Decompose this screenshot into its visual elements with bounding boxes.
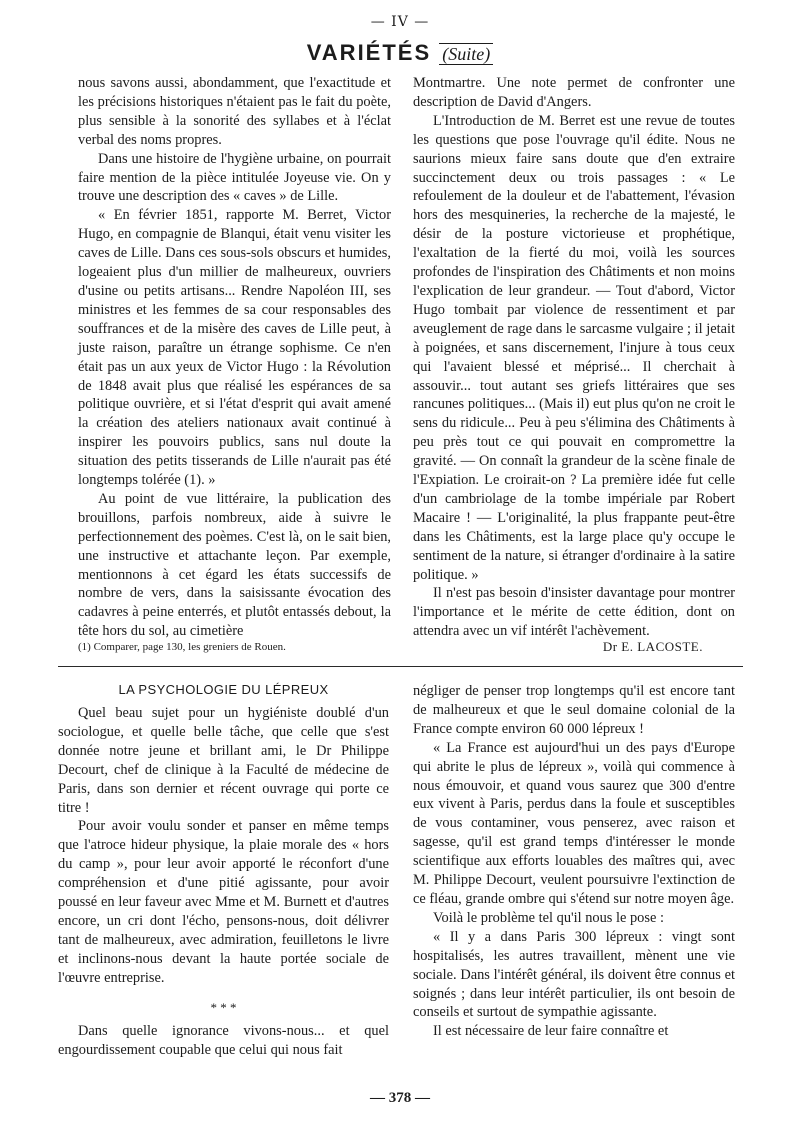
article1-column-left [78, 74, 391, 641]
section-title: VARIÉTÉS [306, 40, 432, 65]
article2-column-left [58, 704, 389, 1059]
footnote: (1) Comparer, page 130, les greniers de Rouen. [78, 641, 286, 653]
paragraph: « La France est aujourd'hui un des pays d'Europe qui abrite le plus de lépreux », voilà qui commence à nous émouvoir, et quand vous saurez que 300 d'entre eux vivent à Paris, perdus dans la foule et susceptibles de vous contaminer, vous penserez, avec raison et sagesse, qu'il est grand temps d'intéresser le monde scientifique aux efforts louables des maîtres qui, avec M. Philippe Decourt, veulent poursuivre l'extinction de ce fléau, grande ombre qui s'étend sur notre moyen âge. [413, 739, 735, 907]
asterism-separator: * * * [210, 999, 237, 1015]
page-number-roman: — IV — [370, 14, 430, 30]
paragraph: « Il y a dans Paris 300 lépreux : vingt sont hospitalisés, les autres travaillent, mènent une vie sociale. Dans l'intérêt général, ils doivent être connus et soignés ; dans leur intérêt particulier, ils ont besoin de conseils et surtout de sympathie agissante. [413, 928, 735, 1021]
paragraph: Dans une histoire de l'hygiène urbaine, on pourrait faire mention de la pièce intitulée Joyeuse vie. On y trouve une description des « caves » de Lille. [78, 150, 391, 205]
article1-column-right [413, 74, 735, 641]
article2-column-right [413, 682, 735, 1041]
paragraph: L'Introduction de M. Berret est une revue de toutes les questions que pose l'ouvrage qu'il édite. Nous ne saurions mieux faire sans doute que d'en extraire succinctement deux ou trois passages : « Le refoulement de la douleur et de l'abattement, l'évasion hors des mesquineries, la recherche de la majesté, le désir de la posture victorieuse et prophétique, l'exaltation de la fierté du moi, voilà les sources profondes de l'inspiration des Châtiments et non moins l'explication de leur grandeur. — Tout d'abord, Victor Hugo tombait par violence de ressentiment et par aveuglement de rage dans le sarcasme vulgaire ; il jetait à poignées, et sans discernement, l'injure à tous ceux qui l'avaient blessé et méprisé... Il cherchait à assouvir... tout autant ses griefs littéraires que ses rancunes politiques... (Mais il) eut plus qu'on ne croit le sens du ridicule... Peu à peu s'élimina des Châtiments à peu près tout ce qui pouvait en compromettre la gravité. — On connaît la grandeur de la scène finale de l'Expiation. Le croirait-on ? La première idée fut celle d'un cambriolage de la tombe impériale par Robert Macaire ! — L'originalité, la plus frappante peut-être dans les Châtiments, est la large place qu'y occupe le sentiment de la nature, si étranger d'ordinaire à la satire politique. » [413, 112, 735, 583]
author-signature: Dr E. LACOSTE. [602, 639, 703, 654]
paragraph: Au point de vue littéraire, la publication des brouillons, parfois nombreux, aide à suivre le perfectionnement des poèmes. C'est là, on le sait bien, une instructive et attachante leçon. Par exemple, mentionnons à cet égard les états successifs de nombre de vers, dans la saisissante évocation des cadavres à peine enterrés, et plutôt entassés debout, la tête hors du sol, au cimetière [78, 490, 391, 640]
paragraph: Dans quelle ignorance vivons-nous... et quel engourdissement coupable que celui qui nous fait [58, 1022, 389, 1058]
page-number: — 378 — [370, 1090, 430, 1106]
paragraph: nous savons aussi, abondamment, que l'exactitude et les précisions historiques n'étaient pas le fait du poète, plus sensible à la sonorité des syllabes et à l'éclat verbal des noms propres. [78, 75, 391, 148]
paragraph: Montmartre. Une note permet de confronter une description de David d'Angers. [413, 75, 735, 110]
section-suffix: (Suite) [439, 43, 493, 65]
paragraph: Il est nécessaire de leur faire connaître et [433, 1023, 669, 1040]
article-title: LA PSYCHOLOGIE DU LÉPREUX [118, 682, 329, 697]
paragraph: Il n'est pas besoin d'insister davantage pour montrer l'importance et le mérite de cette édition, dont on attendra avec un vif intérêt l'achèvement. [413, 585, 735, 640]
paragraph: Voilà le problème tel qu'il nous le pose : [433, 909, 664, 926]
paragraph: Pour avoir voulu sonder et panser en même temps que l'atroce hideur physique, la plaie morale des « hors du camp », pour leur avoir apporté le réconfort d'une compréhension et d'une pitié agissante, pour avoir poussé en leur faveur avec Mme et M. Burnett et d'autres encore, un cri dont l'écho, pensons-nous, doit délivrer tant de malheureux, avec admiration, feuilletons le livre et inclinons-nous devant la haute portée sociale de l'œuvre entreprise. [58, 818, 389, 986]
paragraph: négliger de penser trop longtemps qu'il est encore tant de malheureux et que le seul domaine colonial de la France compte environ 60 000 lépreux ! [413, 683, 735, 737]
section-divider [58, 666, 743, 667]
paragraph: « En février 1851, rapporte M. Berret, Victor Hugo, en compagnie de Blanqui, était venu visiter les caves de Lille. Dans ces sous-sols obscurs et humides, logeaient plus d'un millier de malheureux, ouvriers d'usine ou petits artisans... Rendre Napoléon III, ses ministres et les femmes de sa cour responsables des souffrances et de la misère des caves de Lille peut, à juste raison, paraître un étrange sophisme. Ce n'en était pas un aux yeux de Victor Hugo : la Révolution de 1848 avait plus que réalisé les espérances de sa politique ouvrière, et si l'état d'esprit qui avait amené la création des ateliers nationaux avait continué à inspirer les pouvoirs publics, sans nul doute la situation des petits tisserands de Lille n'aurait pas été longtemps tolérée (1). » [78, 207, 391, 489]
paragraph: Quel beau sujet pour un hygiéniste doublé d'un sociologue, et quelle belle tâche, que celle que s'est donnée notre jeune et brillant ami, le Dr Philippe Decourt, chef de clinique à la Faculté de médecine de Paris, dans son dernier et récent ouvrage qui porte ce titre ! [58, 705, 389, 816]
section-heading [0, 40, 800, 66]
